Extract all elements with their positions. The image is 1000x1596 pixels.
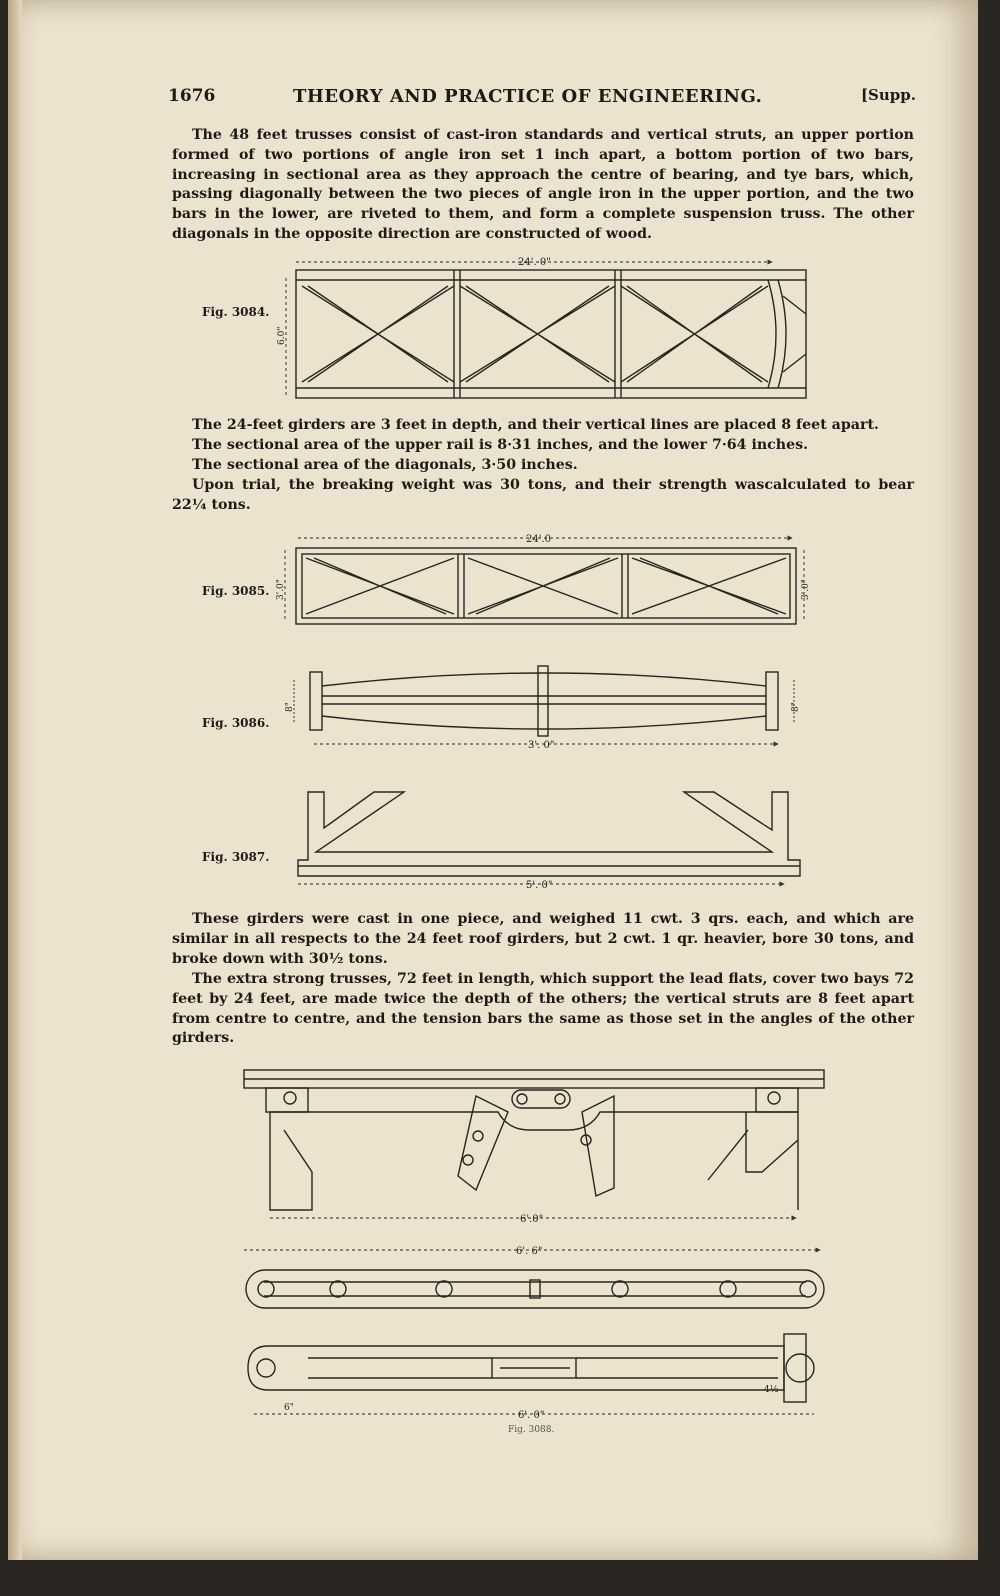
paragraph-trusses: The 48 feet trusses consist of cast-iron standards and vertical struts, an upper portion formed of two portions of angle iron set 1 inch apart, a bottom portion of two bars, increasing in sectional area as they approach the centre of bearing, and tye bars, which, passing diagonally between the two pieces of angle iron in the upper portion, and the two bars in the lower, are riveted to them, and form a complete suspension truss. The other diagonals in the opposite direction are constructed of wood. bbox=[172, 127, 914, 242]
svg-text:6.0": 6.0" bbox=[277, 326, 287, 345]
svg-text:6'.0": 6'.0" bbox=[520, 1214, 544, 1225]
page-number: 1676 bbox=[168, 86, 216, 106]
fig-3086-label: Fig. 3086. bbox=[202, 716, 270, 730]
fig-3087-cast-girder bbox=[298, 792, 800, 891]
fig-3085-label: Fig. 3085. bbox=[202, 584, 270, 598]
paragraph-girders-line1: The 24-feet girders are 3 feet in depth, and their vertical lines are placed 8 feet apart. bbox=[192, 417, 879, 433]
svg-text:4½: 4½ bbox=[764, 1385, 779, 1395]
svg-text:24'. 0": 24'. 0" bbox=[518, 257, 551, 268]
svg-text:8": 8" bbox=[791, 702, 801, 712]
paragraph-girders-line2: The sectional area of the upper rail is 8·31 inches, and the lower 7·64 inches. bbox=[192, 437, 809, 453]
paragraph-cast-girders: These girders were cast in one piece, and weighed 11 cwt. 3 qrs. each, and which are similar in all respects to the 24 feet roof girders, but 2 cwt. 1 qr. heavier, bore 30 tons, and broke down with 30½ tons. bbox=[172, 911, 914, 967]
svg-text:3'.0": 3'.0" bbox=[801, 579, 811, 600]
fig-3084-label: Fig. 3084. bbox=[202, 305, 270, 319]
paragraph-girders-line3: The sectional area of the diagonals, 3·50 inches. bbox=[192, 457, 578, 473]
fig-3084-truss bbox=[277, 257, 806, 398]
running-title: THEORY AND PRACTICE OF ENGINEERING. bbox=[293, 86, 763, 107]
svg-text:6": 6" bbox=[284, 1403, 294, 1413]
fig-3088-label: Fig. 3088. bbox=[508, 1425, 555, 1435]
svg-text:6'. 6": 6'. 6" bbox=[516, 1246, 543, 1257]
paragraph-girders-line4: Upon trial, the breaking weight was 30 tons, and their strength wascalculated to bear 22¼ tons. bbox=[172, 477, 914, 513]
engineering-figures bbox=[8, 0, 978, 1560]
svg-text:24'.0: 24'.0 bbox=[526, 534, 552, 545]
svg-text:6'. 0": 6'. 0" bbox=[518, 1410, 545, 1421]
svg-text:8": 8" bbox=[285, 702, 295, 712]
fig-3086-girder bbox=[285, 666, 801, 751]
paragraph-extra-strong: The extra strong trusses, 72 feet in length, which support the lead flats, cover two bays 72 feet by 24 feet, are made twice the depth of the others; the vertical struts are 8 feet apart from centre to centre, and the tension bars the same as those set in the angles of the other girders. bbox=[172, 971, 914, 1047]
svg-text:5'. 0": 5'. 0" bbox=[526, 880, 553, 891]
fig-3088-truss-detail bbox=[244, 1070, 824, 1421]
section-mark: [Supp. bbox=[860, 86, 916, 104]
book-page bbox=[8, 0, 978, 1560]
fig-3085-girder bbox=[276, 534, 811, 624]
svg-text:3'. 0": 3'. 0" bbox=[528, 740, 555, 751]
svg-text:3'.0": 3'.0" bbox=[276, 579, 286, 600]
fig-3087-label: Fig. 3087. bbox=[202, 850, 270, 864]
